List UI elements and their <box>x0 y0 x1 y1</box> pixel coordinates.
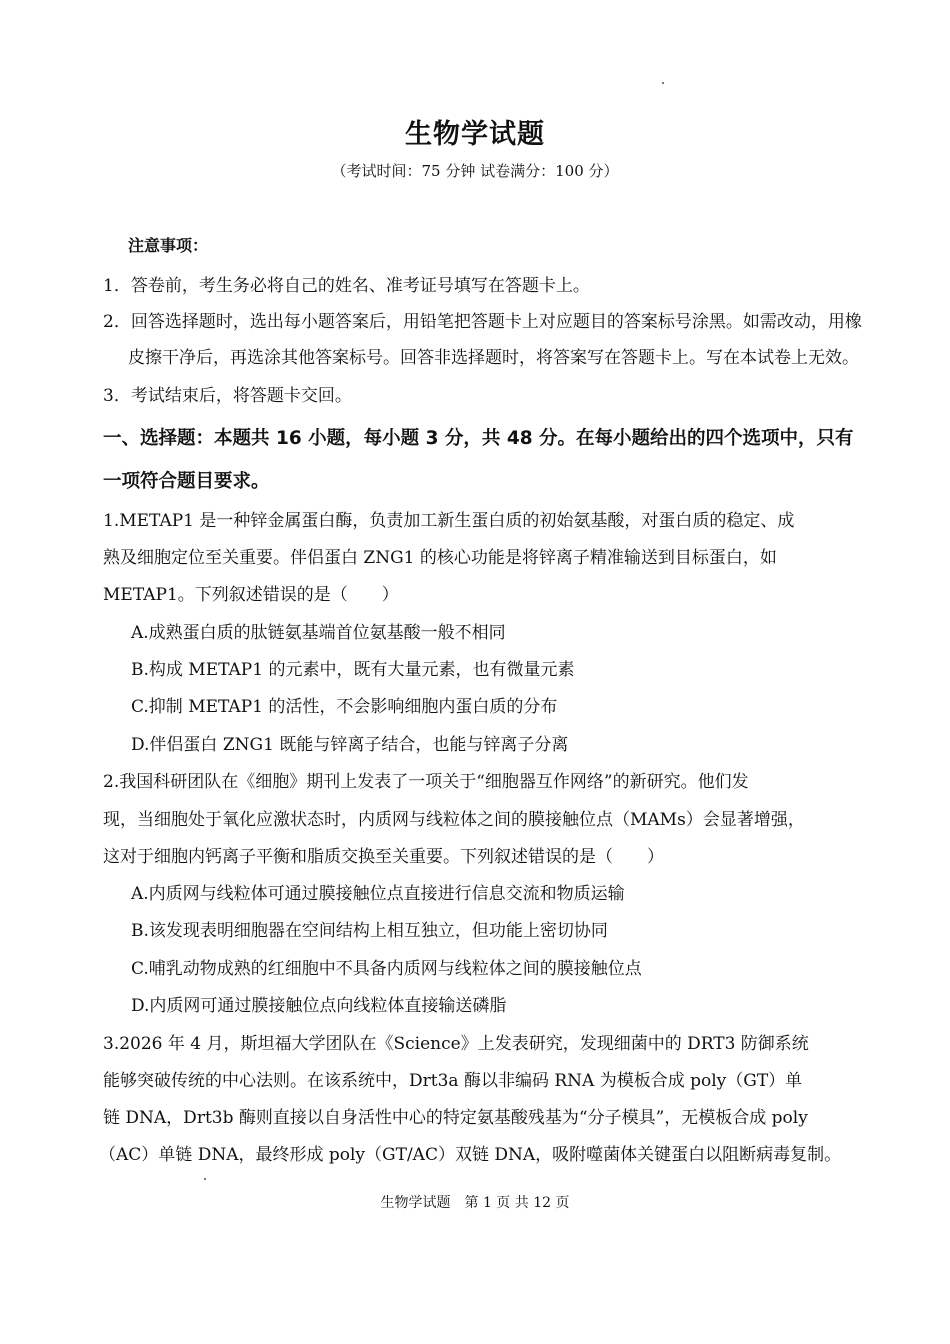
question-stem: METAP1。下列叙述错误的是（ ） <box>103 585 399 605</box>
question-stem: 这对于细胞内钙离子平衡和脂质交换至关重要。下列叙述错误的是（ ） <box>103 847 664 867</box>
section-heading: 一项符合题目要求。 <box>103 471 270 492</box>
page-footer: 生物学试题 第 1 页 共 12 页 <box>380 1195 570 1211</box>
question-stem: 能够突破传统的中心法则。在该系统中，Drt3a 酶以非编码 RNA 为模板合成 poly（GT）单 <box>103 1071 803 1091</box>
question-stem: 2.我国科研团队在《细胞》期刊上发表了一项关于“细胞器互作网络”的新研究。他们发 <box>103 772 749 792</box>
section-heading: 一、选择题：本题共 16 小题，每小题 3 分，共 48 分。在每小题给出的四个选项中，只有 <box>103 428 854 449</box>
option-c: C.抑制 METAP1 的活性，不会影响细胞内蛋白质的分布 <box>131 697 558 717</box>
notice-item: 2．回答选择题时，选出每小题答案后，用铅笔把答题卡上对应题目的答案标号涂黑。如需改动，用橡 <box>103 312 862 332</box>
notice-heading: 注意事项： <box>128 236 209 255</box>
question-stem: 1.METAP1 是一种锌金属蛋白酶，负责加工新生蛋白质的初始氨基酸，对蛋白质的稳定、成 <box>103 511 795 531</box>
exam-subtitle: （考试时间：75 分钟 试卷满分：100 分） <box>331 162 619 180</box>
option-b: B.构成 METAP1 的元素中，既有大量元素，也有微量元素 <box>131 660 575 680</box>
option-d: D.内质网可通过膜接触位点向线粒体直接输送磷脂 <box>131 996 507 1016</box>
notice-item: 1．答卷前，考生务必将自己的姓名、准考证号填写在答题卡上。 <box>103 276 590 296</box>
question-stem: 现，当细胞处于氧化应激状态时，内质网与线粒体之间的膜接触位点（MAMs）会显著增强， <box>103 810 805 830</box>
scan-speck <box>662 82 664 84</box>
option-c: C.哺乳动物成熟的红细胞中不具备内质网与线粒体之间的膜接触位点 <box>131 959 642 979</box>
question-stem: 3.2026 年 4 月，斯坦福大学团队在《Science》上发表研究，发现细菌中的 DRT3 防御系统 <box>103 1034 809 1054</box>
scan-speck <box>204 1178 206 1180</box>
option-d: D.伴侣蛋白 ZNG1 既能与锌离子结合，也能与锌离子分离 <box>131 735 569 755</box>
option-a: A.成熟蛋白质的肽链氨基端首位氨基酸一般不相同 <box>131 623 506 643</box>
exam-title: 生物学试题 <box>405 119 545 150</box>
question-stem: 熟及细胞定位至关重要。伴侣蛋白 ZNG1 的核心功能是将锌离子精准输送到目标蛋白，如 <box>103 548 777 568</box>
question-stem: 链 DNA，Drt3b 酶则直接以自身活性中心的特定氨基酸残基为“分子模具”，无模板合成 poly <box>103 1108 808 1128</box>
notice-item: 3．考试结束后，将答题卡交回。 <box>103 386 352 406</box>
question-stem: （AC）单链 DNA，最终形成 poly（GT/AC）双链 DNA，吸附噬菌体关键蛋白以阻断病毒复制。 <box>99 1145 842 1165</box>
notice-item: 皮擦干净后，再选涂其他答案标号。回答非选择题时，将答案写在答题卡上。写在本试卷上无效。 <box>128 348 859 368</box>
option-a: A.内质网与线粒体可通过膜接触位点直接进行信息交流和物质运输 <box>131 884 625 904</box>
option-b: B.该发现表明细胞器在空间结构上相互独立，但功能上密切协同 <box>131 921 608 941</box>
